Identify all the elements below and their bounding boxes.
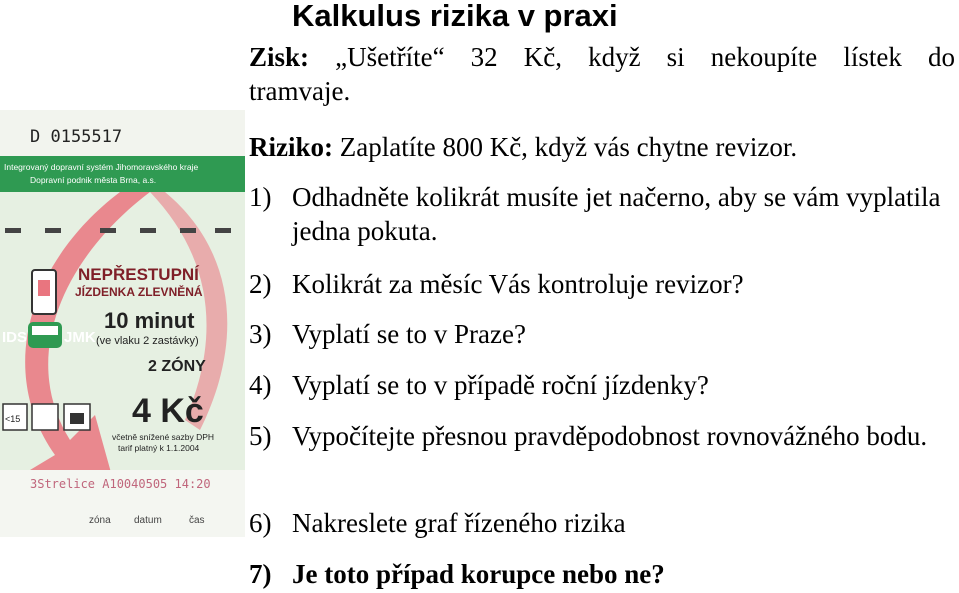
ticket-logo-jmk: JMK <box>64 329 96 346</box>
zisk-word: když <box>588 42 641 72</box>
item-text: Nakreslete graf řízeného rizika <box>292 508 626 538</box>
ticket-vat-2: tarif platný k 1.1.2004 <box>118 443 200 453</box>
item-number: 1) <box>249 182 272 212</box>
ticket-type-2: JÍZDENKA ZLEVNĚNÁ <box>75 285 203 299</box>
zisk-line-2: tramvaje. <box>249 76 351 106</box>
zisk-word: 32 <box>470 42 498 72</box>
slide-title: Kalkulus rizika v praxi <box>292 0 618 33</box>
ticket-age-limit: <15 <box>5 414 21 424</box>
item-text: Kolikrát za měsíc Vás kontroluje revizor? <box>292 269 744 299</box>
item-number: 6) <box>249 508 272 538</box>
item-number: 7) <box>249 559 272 589</box>
zisk-line-1 <box>249 40 955 74</box>
riziko-paragraph <box>249 130 797 164</box>
ticket-duration: 10 minut <box>104 308 195 333</box>
zisk-label: Zisk: <box>249 42 310 72</box>
zisk-paragraph <box>249 40 955 108</box>
ticket-type-1: NEPŘESTUPNÍ <box>78 265 199 284</box>
dog-icon <box>32 404 58 430</box>
ticket-graphic <box>0 110 245 537</box>
ticket-zones: 2 ZÓNY <box>148 358 206 375</box>
zisk-word: do <box>927 42 955 72</box>
zisk-word: Kč, <box>523 42 562 72</box>
ticket-header-2: Dopravní podnik města Brna, a.s. <box>30 175 157 185</box>
ticket-vat-1: včetně snížené sazby DPH <box>112 432 215 442</box>
ticket-validation-stamp: 3Strelice A10040505 14:20 <box>30 477 211 491</box>
ticket-header-1: Integrovaný dopravní systém Jihomoravského kraje <box>4 162 199 172</box>
item-number: 4) <box>249 370 272 400</box>
tram-ticket-image <box>0 110 245 537</box>
riziko-text: Zaplatíte 800 Kč, když vás chytne revizor. <box>333 132 798 162</box>
item-text: Vyplatí se to v Praze? <box>292 319 526 349</box>
item-text: Je toto případ korupce nebo ne? <box>292 559 665 589</box>
zisk-word: lístek <box>843 42 902 72</box>
ticket-footer-date: datum <box>134 515 162 526</box>
item-number: 5) <box>249 421 272 451</box>
item-number: 2) <box>249 269 272 299</box>
item-text: Vypočítejte přesnou pravděpodobnost rovnovážného bodu. <box>292 421 928 451</box>
zisk-word: „Ušetříte“ <box>335 42 445 72</box>
item-text: Vyplatí se to v případě roční jízdenky? <box>292 370 709 400</box>
ticket-price: 4 Kč <box>132 392 204 430</box>
item-number: 3) <box>249 319 272 349</box>
zisk-word: nekoupíte <box>710 42 818 72</box>
zisk-word: si <box>666 42 685 72</box>
ticket-serial: D 0155517 <box>30 127 123 147</box>
ticket-footer-time: čas <box>189 515 205 526</box>
ticket-footer-zone: zóna <box>89 515 111 526</box>
ticket-logo-ids: IDS <box>2 329 28 346</box>
item-text: Odhadněte kolikrát musíte jet načerno, aby se vám vyplatila jedna pokuta. <box>292 182 941 246</box>
riziko-label: Riziko: <box>249 132 333 162</box>
ticket-duration-note: (ve vlaku 2 zastávky) <box>96 335 199 347</box>
